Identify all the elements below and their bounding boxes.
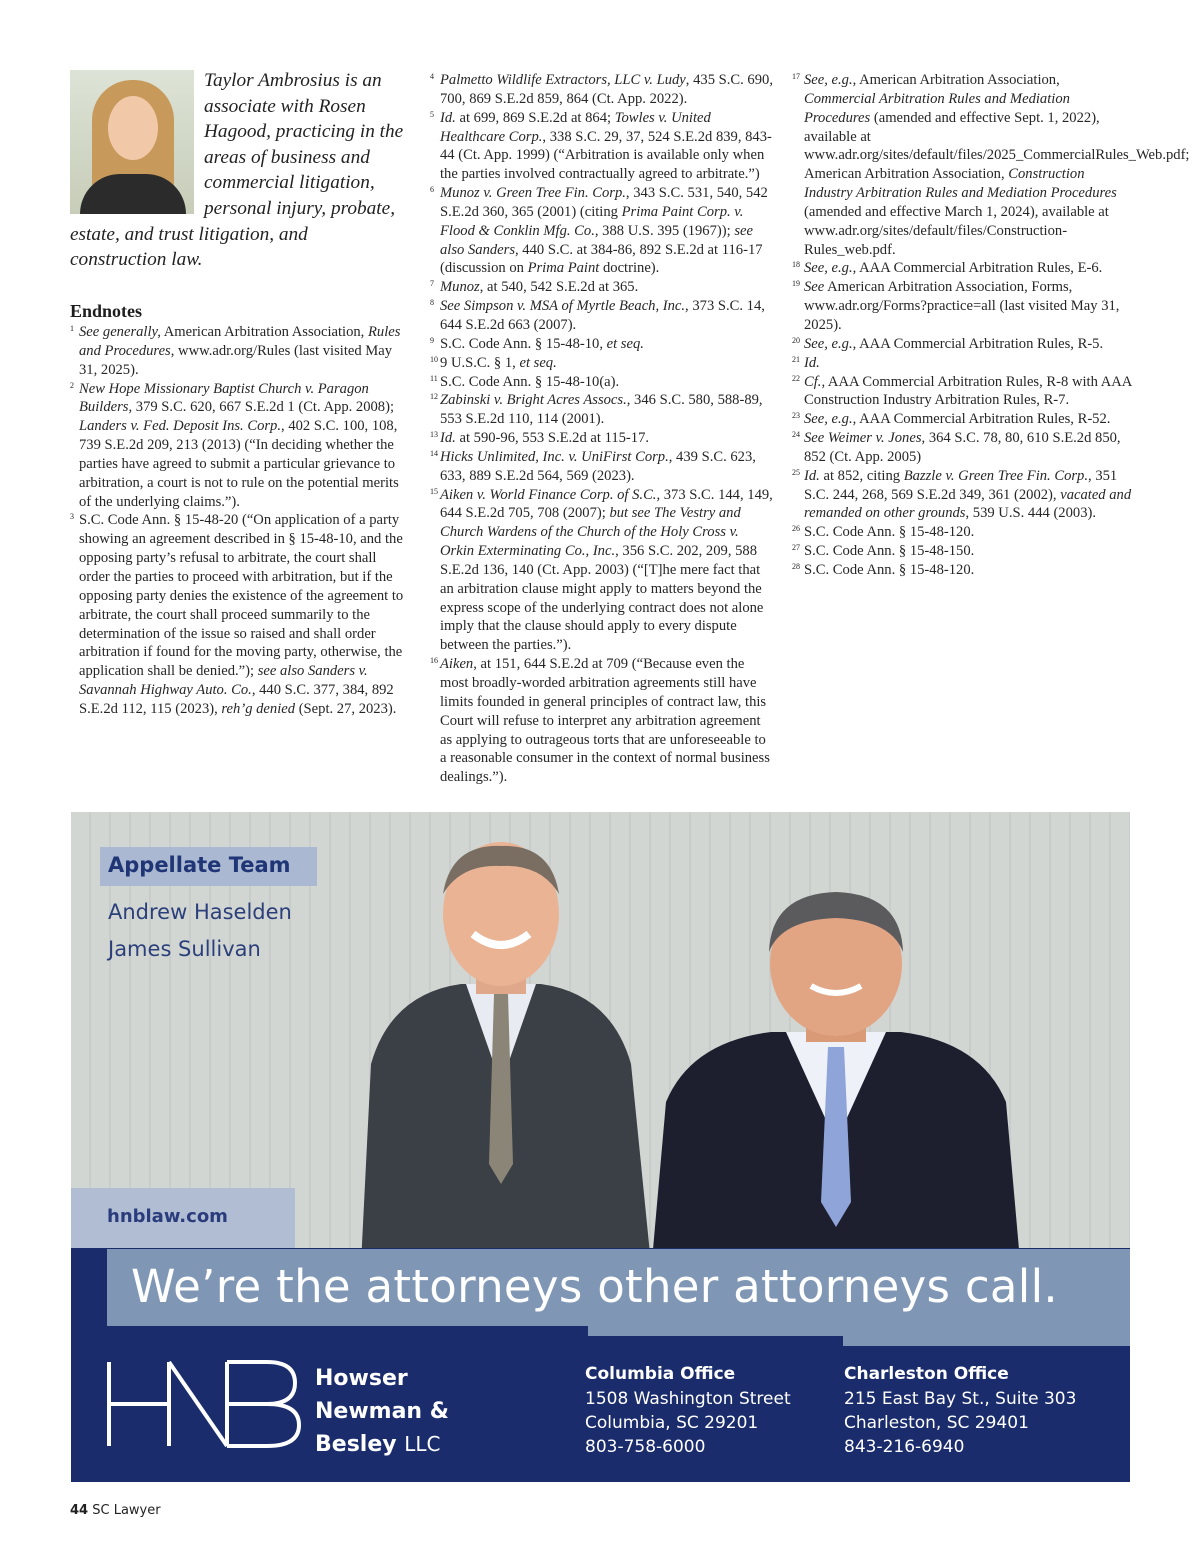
endnote-21 bbox=[792, 354, 1132, 373]
endnote-text: Zabinski v. Bright Acres Assocs., 346 S.C. 580, 588-89, 553 S.E.2d 110, 114 (2001). bbox=[440, 392, 763, 428]
endnotes-column-2 bbox=[430, 71, 775, 787]
endnotes-column-3 bbox=[792, 71, 1190, 580]
endnote-text: See American Arbitration Association, Forms, www.adr.org/Forms?practice=all (last visited May 31, 2025). bbox=[804, 279, 1120, 333]
endnote-number: 8 bbox=[430, 298, 434, 308]
hnb-advertisement bbox=[71, 812, 1130, 1482]
endnote-number: 7 bbox=[430, 279, 434, 289]
endnote-text: Palmetto Wildlife Extractors, LLC v. Ludy, 435 S.C. 690, 700, 869 S.E.2d 859, 864 (Ct. App. 2022). bbox=[440, 72, 773, 107]
endnote-number: 28 bbox=[792, 561, 800, 571]
endnote-text: S.C. Code Ann. § 15-48-120. bbox=[804, 524, 975, 541]
ad-tagline: We’re the attorneys other attorneys call. bbox=[131, 1260, 1058, 1313]
endnote-text: S.C. Code Ann. § 15-48-20 (“On application of a party showing an agreement described in § 15-48-10, and the opposing party’s refusal to arbitrate, the court shall order the parties to proceed with arbitration, but if the opposing party denies the existence of the agreement to arbitrate, the court shall proceed summarily to the determination of the issue so raised and shall order arbitration if found for the moving party, otherwise, the application shall be denied.”); see also Sanders v. Savannah Highway Auto. Co., 440 S.C. 377, 384, 892 S.E.2d 112, 115 (2023), reh’g denied (Sept. 27, 2023). bbox=[79, 512, 404, 717]
endnote-number: 10 bbox=[430, 354, 438, 364]
endnote-number: 6 bbox=[430, 185, 434, 195]
endnote-26 bbox=[792, 523, 1132, 542]
endnote-number: 27 bbox=[792, 543, 800, 553]
office-address: 1508 Washington Street bbox=[585, 1389, 791, 1409]
endnote-number: 25 bbox=[792, 467, 800, 477]
team-member: James Sullivan bbox=[108, 937, 261, 961]
attorney-photo-left bbox=[351, 834, 651, 1264]
endnote-text: Hicks Unlimited, Inc. v. UniFirst Corp., 439 S.C. 623, 633, 889 S.E.2d 564, 569 (2023). bbox=[440, 448, 756, 484]
endnote-14 bbox=[430, 448, 775, 486]
endnote-25 bbox=[792, 467, 1132, 524]
endnote-10 bbox=[430, 354, 775, 373]
endnote-text: See generally, American Arbitration Association, Rules and Procedures, www.adr.org/Rules (last visited May 31, 2025). bbox=[79, 324, 401, 378]
endnote-24 bbox=[792, 429, 1132, 467]
team-title: Appellate Team bbox=[108, 853, 291, 877]
endnote-15 bbox=[430, 486, 775, 656]
firm-name-line: Newman & bbox=[315, 1399, 449, 1424]
endnote-text: See Simpson v. MSA of Myrtle Beach, Inc., 373 S.C. 14, 644 S.E.2d 663 (2007). bbox=[440, 298, 765, 333]
endnote-18 bbox=[792, 259, 1132, 278]
endnote-number: 20 bbox=[792, 335, 800, 345]
endnote-1 bbox=[70, 323, 410, 380]
endnote-number: 22 bbox=[792, 373, 800, 383]
endnote-16 bbox=[430, 655, 775, 787]
publication-name: SC Lawyer bbox=[92, 1503, 161, 1518]
endnote-9 bbox=[430, 335, 775, 354]
endnote-23 bbox=[792, 410, 1132, 429]
endnote-text: 9 U.S.C. § 1, et seq. bbox=[440, 354, 557, 371]
firm-suffix: LLC bbox=[404, 1432, 441, 1456]
endnote-7 bbox=[430, 278, 775, 297]
author-bio-text: Taylor Ambrosius is an associate with Rosen Hagood, practicing in the areas of business and commercial litigation, personal injury, probate, estate, and trust litigation, and construction law. bbox=[70, 70, 404, 271]
attorney-photo-right bbox=[651, 882, 1021, 1272]
firm-name-line: Besley LLC bbox=[315, 1432, 441, 1457]
author-photo bbox=[70, 70, 194, 214]
endnote-number: 16 bbox=[430, 656, 438, 666]
office-city: Charleston, SC 29401 bbox=[844, 1413, 1029, 1433]
endnotes-heading: Endnotes bbox=[70, 301, 143, 321]
endnote-text: Cf., AAA Commercial Arbitration Rules, R-8 with AAA Construction Industry Arbitration Rules, R-7. bbox=[804, 373, 1132, 409]
endnote-number: 15 bbox=[430, 486, 438, 496]
endnote-text: New Hope Missionary Baptist Church v. Paragon Builders, 379 S.C. 620, 667 S.E.2d 1 (Ct. App. 2008); Landers v. Fed. Deposit Ins. Corp., 402 S.C. 100, 108, 739 S.E.2d 209, 213 (2013) (“In deciding whether the parties have agreed to submit a particular grievance to arbitration, a court is not to rule on the potential merits of the underlying claims.”). bbox=[79, 380, 399, 510]
endnote-number: 23 bbox=[792, 411, 800, 421]
firm-name-line: Howser bbox=[315, 1366, 408, 1391]
endnote-text: S.C. Code Ann. § 15-48-150. bbox=[804, 543, 975, 560]
endnote-11 bbox=[430, 373, 775, 392]
endnote-number: 1 bbox=[70, 324, 74, 333]
endnote-6 bbox=[430, 184, 775, 278]
endnote-5 bbox=[430, 109, 775, 184]
endnote-number: 26 bbox=[792, 524, 800, 534]
office-address: 215 East Bay St., Suite 303 bbox=[844, 1389, 1077, 1409]
endnote-number: 24 bbox=[792, 430, 800, 440]
endnote-number: 13 bbox=[430, 430, 438, 440]
endnote-4 bbox=[430, 71, 775, 109]
endnote-2 bbox=[70, 380, 410, 512]
office-city: Columbia, SC 29201 bbox=[585, 1413, 759, 1433]
endnote-text: See Weimer v. Jones, 364 S.C. 78, 80, 610 S.E.2d 850, 852 (Ct. App. 2005) bbox=[804, 430, 1121, 465]
endnote-text: S.C. Code Ann. § 15-48-10(a). bbox=[440, 373, 620, 390]
endnote-number: 14 bbox=[430, 448, 438, 458]
team-member: Andrew Haselden bbox=[108, 900, 292, 924]
office-title: Charleston Office bbox=[844, 1364, 1009, 1384]
endnote-text: Id. bbox=[804, 354, 820, 371]
endnote-28 bbox=[792, 561, 1132, 580]
endnote-text: Id. at 699, 869 S.E.2d at 864; Towles v. United Healthcare Corp., 338 S.C. 29, 37, 524 S.E.2d 839, 843-44 (Ct. App. 1999) (“Arbitration is available only when the parties involved contractually agreed to arbitrate.”) bbox=[440, 109, 772, 183]
endnote-text: See, e.g., American Arbitration Association, Commercial Arbitration Rules and Mediation Procedures (amended and effective Sept. 1, 2022), available at www.adr.org/sites/default/files/2025_CommercialRules_Web.pdf; American Arbitration Association, Construction Industry Arbitration Rules and Mediation Procedures (amended and effective March 1, 2024), available at www.adr.org/sites/default/files/Construction-Rules_web.pdf. bbox=[804, 72, 1190, 258]
endnote-text: Id. at 852, citing Bazzle v. Green Tree Fin. Corp., 351 S.C. 244, 268, 569 S.E.2d 349, 361 (2002), vacated and remanded on other grounds, 539 U.S. 444 (2003). bbox=[804, 467, 1132, 522]
endnote-number: 17 bbox=[792, 72, 800, 81]
endnote-text: Aiken, at 151, 644 S.E.2d at 709 (“Because even the most broadly-worded arbitration agreements still have limits founded in general principles of contract law, this Court will refuse to interpret any arbitration agreement as applying to outrageous torts that are unforeseeable to a reasonable consumer in the context of normal business dealings.”). bbox=[440, 656, 770, 786]
endnote-27 bbox=[792, 542, 1132, 561]
endnote-number: 12 bbox=[430, 392, 438, 402]
tagline-box-extension bbox=[843, 1312, 1130, 1346]
endnote-number: 18 bbox=[792, 260, 800, 270]
endnote-text: Munoz, at 540, 542 S.E.2d at 365. bbox=[440, 279, 639, 296]
hnb-logo bbox=[107, 1360, 303, 1448]
endnote-22 bbox=[792, 373, 1132, 411]
office-phone[interactable]: 803-758-6000 bbox=[585, 1437, 706, 1457]
author-bio bbox=[70, 68, 408, 273]
endnote-number: 4 bbox=[430, 72, 434, 81]
endnote-number: 9 bbox=[430, 335, 434, 345]
endnote-number: 3 bbox=[70, 512, 74, 522]
endnote-19 bbox=[792, 278, 1132, 335]
endnote-number: 21 bbox=[792, 354, 800, 364]
endnote-text: See, e.g., AAA Commercial Arbitration Rules, E-6. bbox=[804, 260, 1103, 277]
endnote-text: S.C. Code Ann. § 15-48-120. bbox=[804, 561, 975, 578]
endnote-text: See, e.g., AAA Commercial Arbitration Rules, R-52. bbox=[804, 411, 1111, 428]
website-link[interactable]: hnblaw.com bbox=[107, 1206, 228, 1227]
office-phone[interactable]: 843-216-6940 bbox=[844, 1437, 965, 1457]
endnote-text: Aiken v. World Finance Corp. of S.C., 373 S.C. 144, 149, 644 S.E.2d 705, 708 (2007); but see The Vestry and Church Wardens of the Church of the Holy Cross v. Orkin Exterminating Co., Inc., 356 S.C. 202, 209, 588 S.E.2d 136, 140 (Ct. App. 2003) (“[T]he mere fact that an arbitration clause might apply to matters beyond the express scope of the underlying contract does not alone imply that the clause should apply to every dispute between the parties.”). bbox=[440, 486, 773, 654]
endnote-8 bbox=[430, 297, 775, 335]
endnote-13 bbox=[430, 429, 775, 448]
endnote-number: 11 bbox=[430, 373, 438, 383]
endnote-12 bbox=[430, 391, 775, 429]
endnote-number: 2 bbox=[70, 380, 74, 390]
endnote-3 bbox=[70, 511, 410, 718]
office-title: Columbia Office bbox=[585, 1364, 736, 1384]
page-number: 44 bbox=[70, 1503, 89, 1518]
endnote-20 bbox=[792, 335, 1132, 354]
endnote-text: Munoz v. Green Tree Fin. Corp., 343 S.C. 531, 540, 542 S.E.2d 360, 365 (2001) (citing Prima Paint Corp. v. Flood & Conklin Mfg. Co., 388 U.S. 395 (1967)); see also Sanders, 440 S.C. at 384-86, 892 S.E.2d at 116-17 (discussion on Prima Paint doctrine). bbox=[440, 185, 768, 277]
endnotes-column-1 bbox=[70, 323, 410, 719]
endnote-number: 19 bbox=[792, 279, 800, 289]
page-footer bbox=[70, 1503, 161, 1518]
endnote-text: S.C. Code Ann. § 15-48-10, et seq. bbox=[440, 335, 644, 352]
endnote-number: 5 bbox=[430, 109, 434, 119]
endnote-text: See, e.g., AAA Commercial Arbitration Rules, R-5. bbox=[804, 335, 1104, 352]
endnote-text: Id. at 590-96, 553 S.E.2d at 115-17. bbox=[440, 430, 650, 447]
endnote-17 bbox=[792, 71, 1190, 259]
